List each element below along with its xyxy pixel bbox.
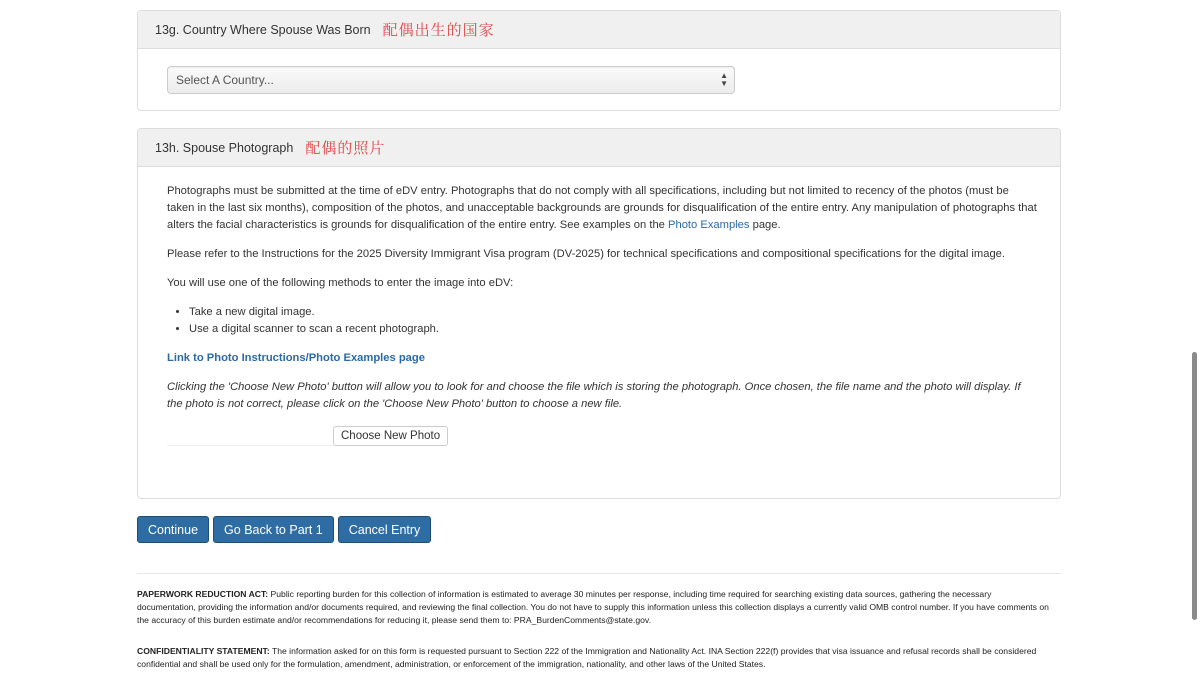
confidentiality-statement xyxy=(137,645,1049,671)
conf-text: The information asked for on this form is requested pursuant to Section 222 of the Immigration and Nationality Act. INA Section 222(f) provides that visa issuance and refusal records shall be considered confidential and shall be used only for the formulation, amendment, administration, or enforcement of the immigration, nationality, and other laws of the United States. xyxy=(137,646,1037,669)
methods-list xyxy=(167,304,1037,338)
photo-examples-link[interactable]: Photo Examples xyxy=(668,219,750,231)
country-select[interactable] xyxy=(167,66,735,94)
choose-photo-note: Clicking the 'Choose New Photo' button will allow you to look for and choose the file which is storing the photograph. Once chosen, the file name and the photo will display. If the photo is not correct, please click on the 'Choose New Photo' button to choose a new file. xyxy=(167,381,1021,410)
choose-new-photo-button[interactable]: Choose New Photo xyxy=(333,426,448,446)
select-arrows-icon: ▲ ▼ xyxy=(720,71,728,88)
photo-panel-body xyxy=(167,183,1037,446)
form-actions xyxy=(137,516,431,543)
instructions-paragraph: Please refer to the Instructions for the 2025 Diversity Immigrant Visa program (DV-2025) for technical specifications and compositional specifications for the digital image. xyxy=(167,248,1006,260)
country-panel-heading xyxy=(138,11,1060,49)
country-of-birth-panel xyxy=(137,10,1061,111)
paperwork-reduction-act xyxy=(137,588,1049,627)
pra-text: Public reporting burden for this collection of information is estimated to average 30 minutes per response, including time required for searching existing data sources, gathering the necessary documentation, providing the information and/or documents required, and reviewing the final collection. You do not have to supply this information unless this collection displays a currently valid OMB control number. If you have comments on the accuracy of this burden estimate and/or recommendations for reducing it, please send them to: PRA_BurdenComments@state.gov. xyxy=(137,589,1049,625)
pra-title: PAPERWORK REDUCTION ACT: xyxy=(137,589,269,599)
file-name-display xyxy=(167,425,333,446)
list-item: • Take a new digital image. xyxy=(189,304,1037,321)
page-scrollbar[interactable] xyxy=(1192,352,1197,620)
continue-button[interactable]: Continue xyxy=(137,516,209,543)
file-chooser xyxy=(167,425,1037,446)
conf-title: CONFIDENTIALITY STATEMENT: xyxy=(137,646,270,656)
cancel-entry-button[interactable]: Cancel Entry xyxy=(338,516,432,543)
country-heading-text: 13g. Country Where Spouse Was Born xyxy=(155,22,371,37)
photo-requirements-text: Photographs must be submitted at the time of eDV entry. Photographs that do not comply with all specifications, including but not limited to recency of the photos (must be taken in the last six months), composition of the photos, and unacceptable backgrounds are grounds for disqualification of the entire entry. Any manipulation of photographs that alters the facial characteristics is grounds for disqualification of the entire entry. See examples on the xyxy=(167,185,1037,231)
photo-panel-heading xyxy=(138,129,1060,167)
photo-requirements-end: page. xyxy=(749,219,781,231)
photo-heading-text: 13h. Spouse Photograph xyxy=(155,140,294,155)
handwritten-annotation: 配偶的照片 xyxy=(305,139,386,157)
country-select-value: Select A Country... xyxy=(176,73,274,87)
go-back-button[interactable]: Go Back to Part 1 xyxy=(213,516,334,543)
handwritten-annotation: 配偶出生的国家 xyxy=(382,21,495,39)
footer-divider xyxy=(137,573,1061,574)
list-item: • Use a digital scanner to scan a recent photograph. xyxy=(189,321,1037,338)
photo-instructions-link[interactable]: Link to Photo Instructions/Photo Examples page xyxy=(167,352,425,364)
spouse-photograph-panel xyxy=(137,128,1061,499)
photo-requirements-paragraph xyxy=(167,183,1037,234)
methods-intro: You will use one of the following methods to enter the image into eDV: xyxy=(167,277,514,289)
